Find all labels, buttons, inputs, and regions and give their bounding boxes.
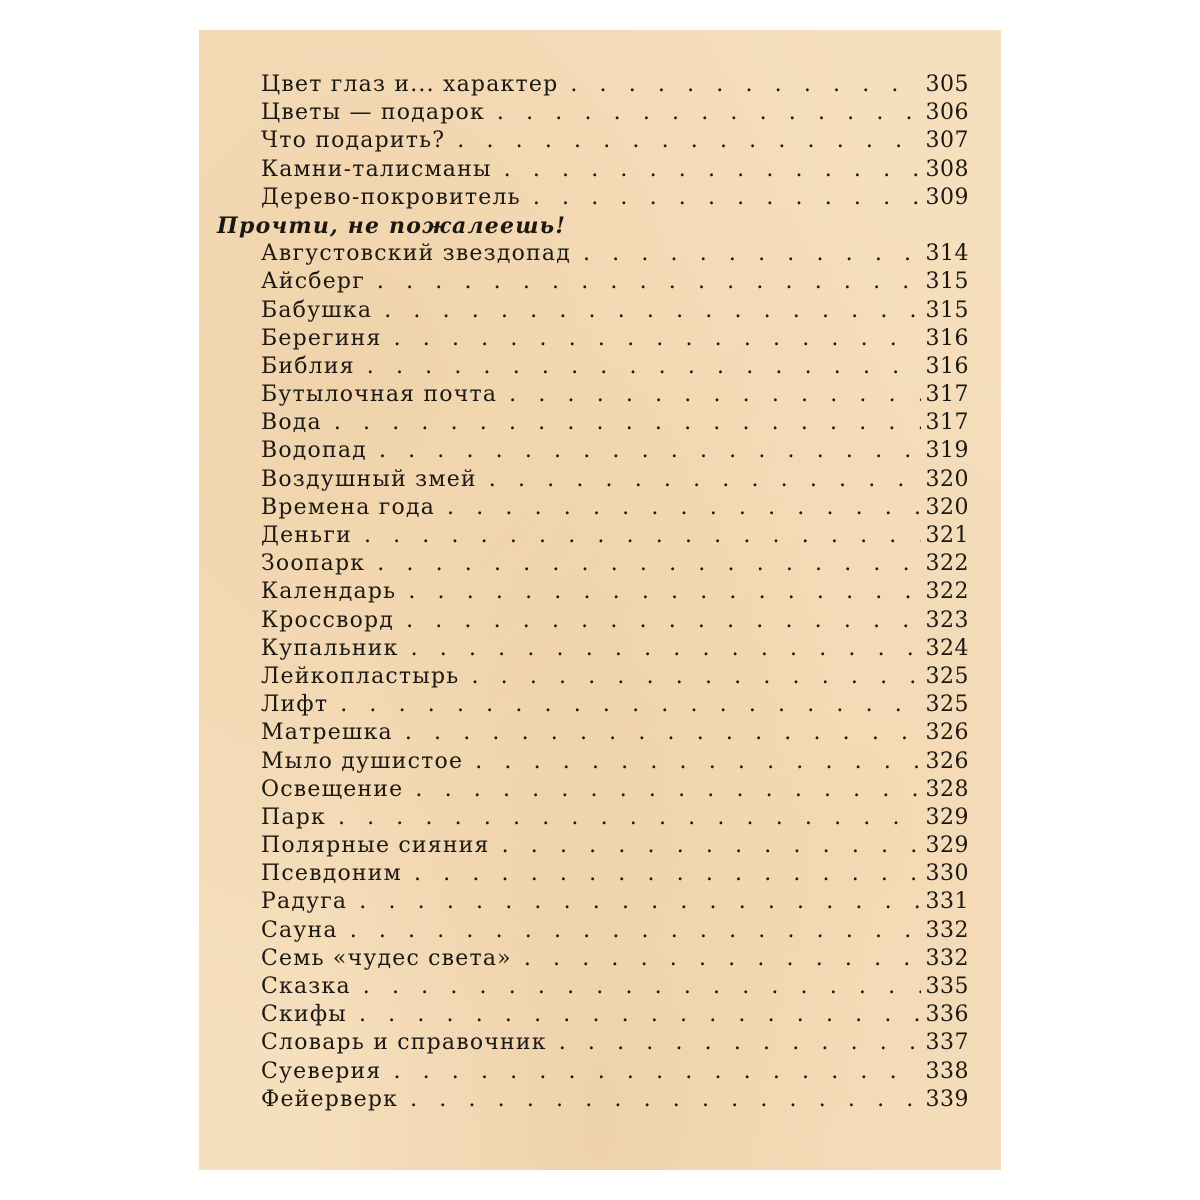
toc-entry-page-number: 337 bbox=[925, 1030, 969, 1056]
toc-entry-title: Деньги bbox=[261, 523, 352, 548]
dot-leader bbox=[521, 184, 921, 212]
toc-entry bbox=[217, 578, 969, 606]
toc-entry-page-number: 326 bbox=[925, 720, 969, 746]
dot-leader bbox=[394, 607, 921, 635]
dot-leader bbox=[347, 888, 921, 916]
toc-entry-page-number: 307 bbox=[925, 128, 969, 154]
dot-leader bbox=[547, 1029, 921, 1057]
toc-entry-page-number: 320 bbox=[925, 466, 969, 492]
toc-entry-page-number: 319 bbox=[925, 438, 969, 464]
dot-leader bbox=[338, 917, 921, 945]
dot-leader bbox=[512, 945, 921, 973]
toc-entry-page-number: 336 bbox=[925, 1002, 969, 1028]
toc-entry-page-number: 326 bbox=[925, 748, 969, 774]
toc-entry bbox=[217, 71, 969, 99]
toc-entry bbox=[217, 184, 969, 212]
dot-leader bbox=[328, 691, 921, 719]
toc-entry bbox=[217, 353, 969, 381]
dot-leader bbox=[355, 353, 921, 381]
toc-entry-title: Зоопарк bbox=[261, 551, 366, 577]
toc-entry-page-number: 317 bbox=[925, 410, 969, 436]
dot-leader bbox=[382, 325, 921, 353]
dot-leader bbox=[435, 494, 921, 522]
toc-entry-title: Мыло душистое bbox=[261, 748, 464, 774]
toc-entry-title: Радуга bbox=[261, 889, 348, 915]
toc-entry-page-number: 329 bbox=[925, 833, 969, 859]
toc-entry-page-number: 320 bbox=[925, 494, 969, 520]
toc-entry-title: Вода bbox=[261, 410, 322, 436]
dot-leader bbox=[463, 748, 921, 776]
dot-leader bbox=[477, 466, 921, 494]
dot-leader bbox=[398, 1086, 921, 1114]
dot-leader bbox=[445, 127, 921, 155]
toc-entry-page-number: 309 bbox=[925, 184, 969, 210]
toc-entry-page-number: 308 bbox=[925, 156, 969, 182]
toc-entry bbox=[217, 1029, 969, 1057]
book-page bbox=[199, 30, 1001, 1170]
toc-entry-page-number: 306 bbox=[925, 100, 969, 126]
toc-entry-title: Сказка bbox=[261, 974, 351, 999]
dot-leader bbox=[352, 522, 921, 550]
toc-entry-page-number: 332 bbox=[925, 945, 969, 971]
toc-entry-page-number: 315 bbox=[925, 269, 969, 295]
toc-entry-title: Цветы — подарок bbox=[261, 100, 485, 126]
toc-entry-title: Камни-талисманы bbox=[261, 156, 492, 182]
toc-entry-title: Скифы bbox=[261, 1002, 347, 1028]
toc-entry bbox=[217, 776, 969, 804]
toc-entry-page-number: 321 bbox=[925, 523, 969, 548]
toc-entry-title: Псевдоним bbox=[261, 861, 402, 887]
toc-entry-title: Айсберг bbox=[261, 269, 365, 295]
toc-entry-title: Кроссворд bbox=[261, 607, 395, 633]
toc-entry-title: Библия bbox=[261, 353, 355, 379]
toc-entry-page-number: 316 bbox=[925, 325, 969, 351]
toc-entry-page-number: 324 bbox=[925, 635, 969, 661]
dot-leader bbox=[365, 268, 921, 296]
toc-entry-title: Бутылочная почта bbox=[261, 382, 498, 408]
toc-entry-title: Лифт bbox=[261, 692, 329, 718]
toc-entry bbox=[217, 1086, 969, 1114]
dot-leader bbox=[351, 973, 921, 1001]
toc-entry bbox=[217, 917, 969, 945]
dot-leader bbox=[402, 860, 921, 888]
toc-entry-title: Водопад bbox=[261, 438, 367, 464]
toc-entry bbox=[217, 466, 969, 494]
toc-entry bbox=[217, 888, 969, 916]
toc-entry-page-number: 323 bbox=[925, 607, 969, 633]
toc-entry-title: Матрешка bbox=[261, 720, 393, 746]
toc-entry bbox=[217, 550, 969, 578]
toc-entry-page-number: 315 bbox=[925, 297, 969, 323]
toc-entry-title: Парк bbox=[261, 804, 326, 830]
dot-leader bbox=[367, 437, 921, 465]
toc-entry-page-number: 339 bbox=[925, 1086, 969, 1112]
dot-leader bbox=[485, 99, 921, 127]
toc-entry bbox=[217, 325, 969, 353]
toc-entry bbox=[217, 748, 969, 776]
toc-entry-page-number: 328 bbox=[925, 776, 969, 802]
toc-entry-title: Семь «чудес света» bbox=[261, 945, 512, 971]
toc-entry bbox=[217, 268, 969, 296]
toc-entry-page-number: 322 bbox=[925, 551, 969, 577]
toc-entry-title: Лейкопластырь bbox=[261, 663, 460, 689]
toc-entry bbox=[217, 494, 969, 522]
toc-entry-page-number: 325 bbox=[925, 692, 969, 718]
toc-entry-title: Суеверия bbox=[261, 1058, 382, 1084]
toc-entry-page-number: 331 bbox=[925, 889, 969, 915]
toc-entry bbox=[217, 719, 969, 747]
dot-leader bbox=[403, 776, 921, 804]
toc-entry-title: Цвет глаз и... характер bbox=[261, 72, 559, 97]
toc-entry-page-number: 305 bbox=[925, 72, 969, 97]
toc-entry bbox=[217, 1001, 969, 1029]
dot-leader bbox=[490, 832, 921, 860]
toc-entry-title: Словарь и справочник bbox=[261, 1030, 547, 1056]
dot-leader bbox=[372, 297, 921, 325]
toc-entry-page-number: 338 bbox=[925, 1058, 969, 1084]
dot-leader bbox=[365, 550, 921, 578]
dot-leader bbox=[322, 409, 921, 437]
dot-leader bbox=[381, 1058, 921, 1086]
section-heading bbox=[217, 212, 969, 240]
toc-entry-title: Сауна bbox=[261, 917, 338, 943]
toc-entry bbox=[217, 437, 969, 465]
toc-entry bbox=[217, 297, 969, 325]
toc-entry-page-number: 332 bbox=[925, 917, 969, 943]
dot-leader bbox=[459, 663, 921, 691]
toc-entry bbox=[217, 804, 969, 832]
dot-leader bbox=[393, 719, 921, 747]
toc-entry bbox=[217, 860, 969, 888]
toc-entry-title: Августовский звездопад bbox=[261, 241, 571, 267]
toc-entry-page-number: 322 bbox=[925, 579, 969, 605]
toc-group-before bbox=[217, 71, 969, 212]
toc-entry-page-number: 329 bbox=[925, 804, 969, 830]
toc-entry-page-number: 325 bbox=[925, 663, 969, 689]
dot-leader bbox=[396, 578, 921, 606]
toc-entry-page-number: 314 bbox=[925, 241, 969, 267]
table-of-contents bbox=[217, 71, 969, 1114]
toc-entry bbox=[217, 1058, 969, 1086]
toc-entry-title: Дерево-покровитель bbox=[261, 184, 521, 210]
toc-entry bbox=[217, 945, 969, 973]
toc-entry-title: Воздушный змей bbox=[261, 466, 477, 492]
toc-entry-title: Берегиня bbox=[261, 325, 382, 351]
toc-entry-page-number: 316 bbox=[925, 353, 969, 379]
toc-entry-title: Календарь bbox=[261, 579, 397, 605]
toc-entry-page-number: 335 bbox=[925, 974, 969, 999]
dot-leader bbox=[347, 1001, 921, 1029]
toc-entry-title: Бабушка bbox=[261, 297, 373, 323]
dot-leader bbox=[497, 381, 921, 409]
section-title: Прочти, не пожалеешь! bbox=[217, 212, 567, 239]
toc-entry bbox=[217, 635, 969, 663]
toc-entry-title: Времена года bbox=[261, 494, 436, 520]
dot-leader bbox=[399, 635, 921, 663]
dot-leader bbox=[326, 804, 921, 832]
toc-entry bbox=[217, 240, 969, 268]
toc-entry-title: Фейерверк bbox=[261, 1086, 399, 1112]
toc-entry bbox=[217, 127, 969, 155]
toc-entry bbox=[217, 409, 969, 437]
toc-entry-title: Освещение bbox=[261, 776, 404, 802]
toc-entry bbox=[217, 691, 969, 719]
toc-entry-title: Полярные сияния bbox=[261, 833, 490, 859]
dot-leader bbox=[558, 71, 921, 99]
toc-entry-title: Что подарить? bbox=[261, 128, 446, 154]
toc-entry-title: Купальник bbox=[261, 635, 399, 661]
toc-group-after bbox=[217, 240, 969, 1114]
toc-entry-page-number: 317 bbox=[925, 382, 969, 408]
toc-entry bbox=[217, 663, 969, 691]
toc-entry bbox=[217, 832, 969, 860]
toc-entry bbox=[217, 99, 969, 127]
toc-entry bbox=[217, 522, 969, 550]
toc-entry bbox=[217, 973, 969, 1001]
toc-entry-page-number: 330 bbox=[925, 861, 969, 887]
toc-entry bbox=[217, 381, 969, 409]
dot-leader bbox=[571, 240, 921, 268]
toc-entry bbox=[217, 156, 969, 184]
toc-entry bbox=[217, 607, 969, 635]
dot-leader bbox=[492, 156, 921, 184]
